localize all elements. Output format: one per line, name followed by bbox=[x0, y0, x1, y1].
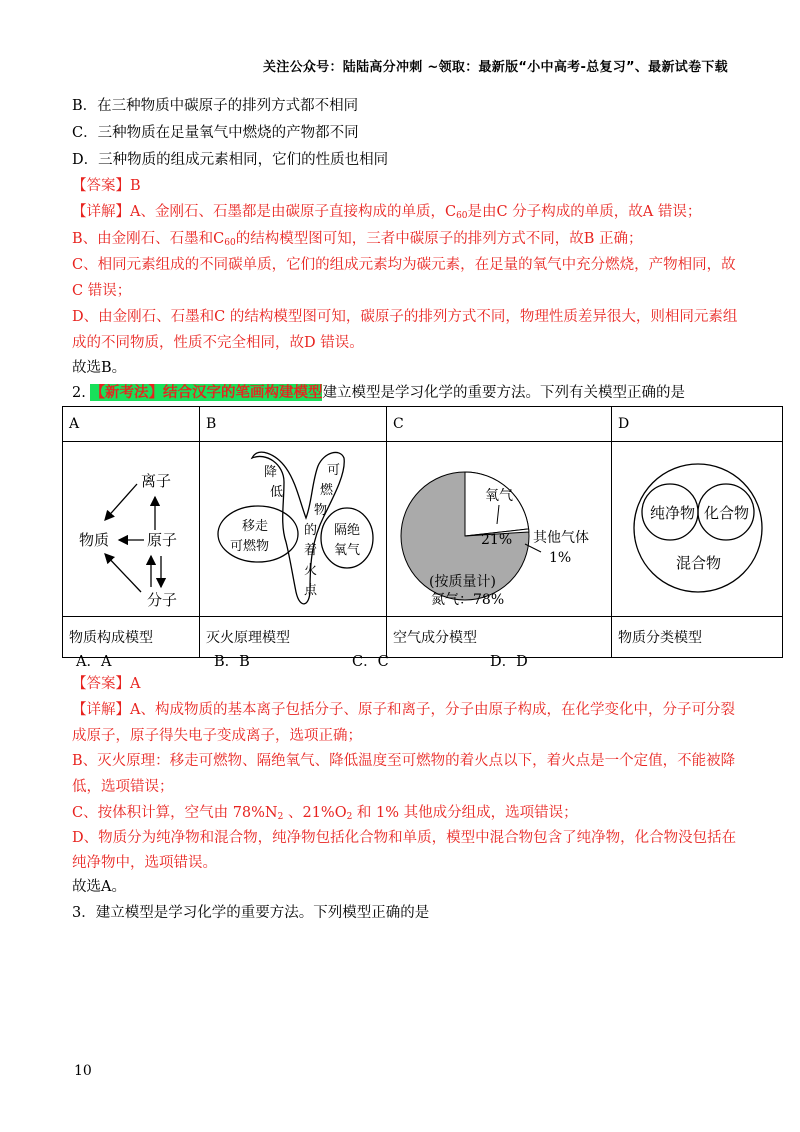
circle-mixture bbox=[634, 464, 762, 592]
q2-stem: 2. 【新考法】结合汉字的笔画构建模型建立模型是学习化学的重要方法。下列有关模型正确的是 bbox=[72, 384, 685, 401]
q2-answer: 【答案】A bbox=[72, 676, 141, 692]
label-pure: 纯净物 bbox=[650, 504, 696, 522]
q3-stem: 3．建立模型是学习化学的重要方法。下列模型正确的是 bbox=[72, 905, 430, 921]
q2-choice-a: A．A bbox=[76, 654, 112, 670]
svg-text:的: 的 bbox=[304, 523, 318, 538]
q1-option-c: C．三种物质在足量氧气中燃烧的产物都不同 bbox=[72, 125, 359, 141]
q1-conclusion: 故选B。 bbox=[72, 360, 127, 376]
q2-tag-text: 结合汉字的笔画构建模型 bbox=[162, 384, 323, 401]
q1-option-b: B．在三种物质中碳原子的排列方式都不相同 bbox=[72, 98, 359, 114]
q2-detail-line3: B、灭火原理：移走可燃物、隔绝氧气、降低温度至可燃物的着火点以下，着火点是一个定值，不能被降 bbox=[72, 753, 736, 769]
caption-c: 空气成分模型 bbox=[387, 617, 612, 658]
q2-detail-line7: 纯净物中，选项错误。 bbox=[72, 855, 217, 871]
q2-detail-line5: C、按体积计算，空气由 $78\%N_2$ 、$21\%O_2$ 和 1% 其他成分组成，选项错误； bbox=[72, 805, 578, 822]
arrow-molecule-matter bbox=[105, 554, 141, 592]
svg-text:燃: 燃 bbox=[320, 483, 334, 498]
label-mixture: 混合物 bbox=[676, 554, 722, 572]
page-number: 10 bbox=[74, 1063, 92, 1079]
label-oxygen-pct: 21% bbox=[481, 532, 513, 548]
caption-b: 灭火原理模型 bbox=[200, 617, 387, 658]
label-oxygen: 氧气 bbox=[334, 543, 361, 558]
label-di: 低 bbox=[270, 485, 284, 500]
q2-detail-line6: D、物质分为纯净物和混合物，纯净物包括化合物和单质，模型中混合物包含了纯净物，化合物没包括在 bbox=[72, 830, 737, 846]
q2-choice-d: D．D bbox=[490, 654, 528, 670]
q1-option-d: D．三种物质的组成元素相同，它们的性质也相同 bbox=[72, 152, 389, 168]
svg-text:点: 点 bbox=[304, 583, 318, 598]
label-molecule: 分子 bbox=[147, 591, 178, 609]
caption-d: 物质分类模型 bbox=[612, 617, 783, 658]
fire-extinguishing-diagram bbox=[206, 442, 380, 612]
label-compound: 化合物 bbox=[704, 504, 750, 522]
label-other-pct: 1% bbox=[549, 550, 572, 566]
label-ion: 离子 bbox=[141, 472, 172, 490]
label-other: 其他气体 bbox=[533, 530, 589, 546]
header-c: C bbox=[387, 407, 612, 442]
q1-detail-line6: 成的不同物质，性质不完全相同，故D 错误。 bbox=[72, 335, 364, 351]
ellipse-isolate-oxygen bbox=[321, 508, 373, 568]
svg-text:着: 着 bbox=[304, 543, 318, 558]
q2-choice-b: B．B bbox=[214, 654, 250, 670]
header-b: B bbox=[200, 407, 387, 442]
label-oxygen: 氧气 bbox=[485, 488, 513, 504]
q1-detail-line3: C、相同元素组成的不同碳单质，它们的组成元素均为碳元素，在足量的氧气中充分燃烧，产物相同，故 bbox=[72, 257, 736, 273]
q2-detail-line1: 【详解】A、构成物质的基本离子包括分子、原子和离子，分子由原子构成，在化学变化中，分子可分裂 bbox=[72, 702, 735, 718]
header-d: D bbox=[612, 407, 783, 442]
matter-structure-diagram bbox=[69, 442, 193, 612]
label-basis: (按质量计) bbox=[429, 574, 496, 590]
label-matter: 物质 bbox=[79, 531, 110, 549]
figure-a-cell bbox=[63, 442, 200, 617]
arrow-ion-matter bbox=[105, 484, 137, 520]
svg-text:可: 可 bbox=[327, 463, 341, 478]
q1-detail-line4: C 错误； bbox=[72, 283, 132, 299]
q1-answer: 【答案】B bbox=[72, 178, 141, 194]
label-jiang: 降 bbox=[264, 465, 278, 480]
header-a: A bbox=[63, 407, 200, 442]
svg-text:火: 火 bbox=[304, 563, 318, 578]
matter-classification-diagram bbox=[618, 442, 776, 612]
svg-text:物: 物 bbox=[314, 503, 328, 518]
q2-tag: 【新考法】 bbox=[90, 384, 163, 401]
q1-detail-line2: B、由金刚石、石墨和$C_{60}$的结构模型图可知，三者中碳原子的排列方式不同，故B 正确； bbox=[72, 231, 643, 248]
q1-detail-line5: D、由金刚石、石墨和C 的结构模型图可知，碳原子的排列方式不同，物理性质差异很大，则相同元素组 bbox=[72, 309, 738, 325]
q2-choice-c: C．C bbox=[352, 654, 389, 670]
model-table bbox=[62, 406, 783, 658]
q2-detail-line4: 低，选项错误； bbox=[72, 779, 174, 795]
label-atom: 原子 bbox=[147, 531, 178, 549]
air-composition-pie bbox=[393, 442, 605, 612]
label-nitrogen: 氮气：78% bbox=[431, 592, 505, 608]
caption-a: 物质构成模型 bbox=[63, 617, 200, 658]
figure-c-cell bbox=[387, 442, 612, 617]
label-remove: 移走 bbox=[242, 519, 269, 534]
figure-d-cell bbox=[612, 442, 783, 617]
pie-oxygen-slice bbox=[465, 472, 529, 536]
label-fuel: 可燃物 bbox=[230, 539, 270, 554]
q1-detail-line1: 【详解】A、金刚石、石墨都是由碳原子直接构成的单质，$C_{60}$是由C 分子构成的单质，故A 错误； bbox=[72, 204, 702, 221]
page-header: 关注公众号：陆陆高分冲刺 ~领取：最新版“小中高考-总复习”、最新试卷下载 bbox=[262, 60, 728, 75]
figure-b-cell bbox=[200, 442, 387, 617]
q2-detail-line2: 成原子，原子得失电子变成离子，选项正确； bbox=[72, 728, 362, 744]
q2-conclusion: 故选A。 bbox=[72, 879, 126, 895]
label-isolate: 隔绝 bbox=[334, 523, 361, 538]
